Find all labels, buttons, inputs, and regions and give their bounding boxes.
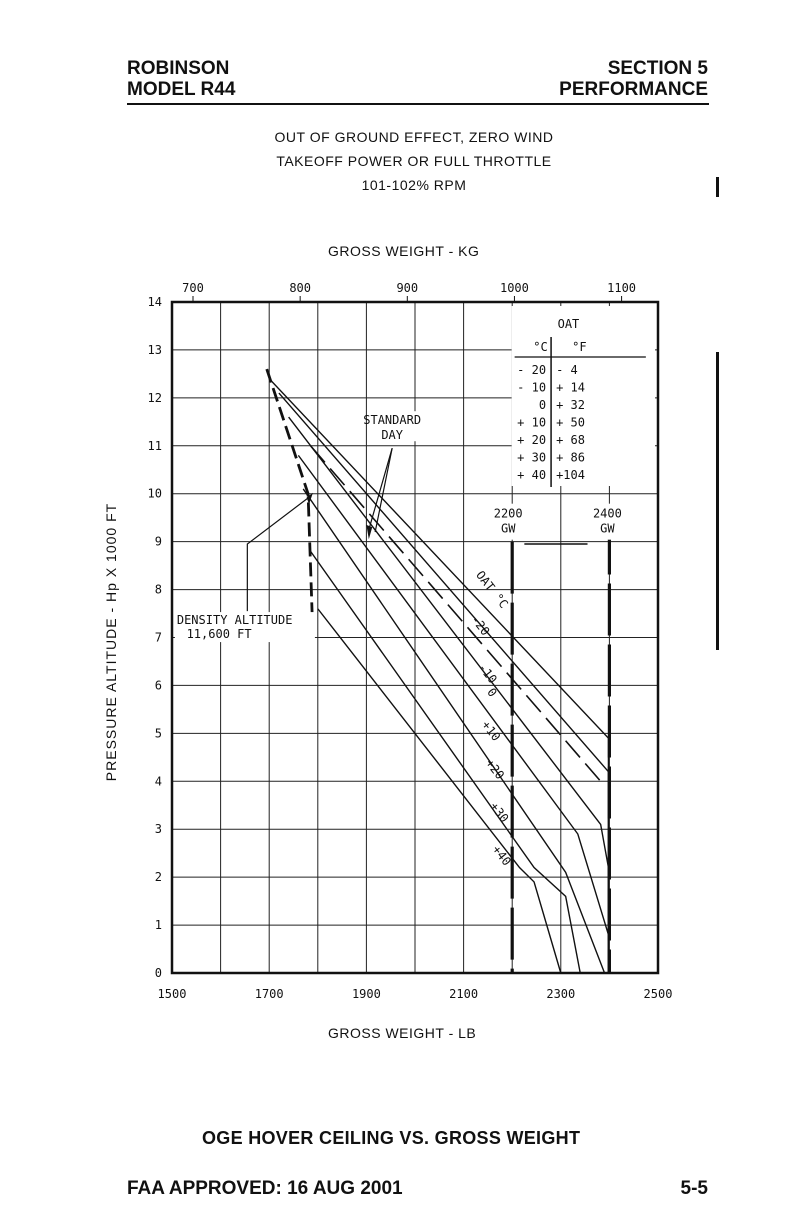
header-section: SECTION 5 — [607, 58, 708, 79]
oat-table-header-c: °C — [533, 340, 548, 354]
x2-tick-label: 900 — [396, 281, 419, 295]
oat-table-fahrenheit: + 68 — [556, 433, 585, 447]
y-tick-label: 7 — [154, 630, 162, 645]
oat-table-celsius: + 10 — [517, 415, 547, 430]
gw-label-unit: GW — [500, 521, 516, 536]
oat-table-celsius: + 20 — [517, 433, 547, 447]
y-tick-label: 1 — [154, 918, 162, 933]
page-number: 5-5 — [680, 1178, 708, 1199]
density-altitude-leader — [247, 496, 310, 611]
oat-curve-label: -10 — [475, 660, 500, 687]
x2-tick-label: 700 — [182, 281, 204, 295]
oat-curve — [311, 551, 581, 973]
x-tick-label: 2300 — [546, 987, 576, 1001]
gw-label-value: 2400 — [592, 506, 622, 521]
x2-tick-label: 1100 — [607, 281, 637, 295]
density-altitude-label-2: 11,600 FT — [186, 627, 252, 642]
gw-label-value: 2200 — [493, 506, 523, 521]
oat-table-fahrenheit: + 86 — [556, 450, 585, 465]
oat-table-fahrenheit: + 32 — [556, 398, 585, 412]
oat-table-celsius: + 40 — [517, 468, 547, 482]
oat-table-fahrenheit: +104 — [556, 468, 585, 482]
oat-curve-label: +30 — [487, 799, 512, 826]
y-tick-label: 8 — [154, 582, 162, 597]
x-tick-label: 1500 — [157, 987, 187, 1001]
oat-curve-label: 0 — [484, 685, 500, 700]
y-tick-label: 4 — [154, 774, 162, 789]
oat-curve — [298, 455, 608, 934]
oat-table-fahrenheit: - 4 — [556, 363, 578, 377]
conditions-line2: TAKEOFF POWER OR FULL THROTTLE — [276, 153, 552, 169]
standard-day-label-2: DAY — [381, 428, 404, 443]
y-tick-label: 9 — [154, 534, 162, 549]
density-altitude-label-1: DENSITY ALTITUDE — [176, 613, 293, 628]
oat-axis-label: OAT °C — [473, 568, 511, 611]
oat-table-title: OAT — [557, 317, 580, 331]
y-tick-label: 13 — [147, 342, 162, 357]
x-tick-label: 1700 — [254, 987, 284, 1001]
x2-axis-title: GROSS WEIGHT - KG — [328, 243, 480, 259]
y-tick-label: 10 — [147, 486, 162, 501]
chart-title: OGE HOVER CEILING VS. GROSS WEIGHT — [202, 1128, 581, 1148]
faa-approval: FAA APPROVED: 16 AUG 2001 — [127, 1178, 403, 1199]
y-axis-title: PRESSURE ALTITUDE - Hp X 1000 FT — [103, 502, 119, 782]
header-manufacturer: ROBINSON — [127, 58, 230, 79]
oat-table-celsius: + 30 — [517, 450, 547, 465]
y-tick-label: 6 — [154, 678, 162, 693]
y-tick-label: 2 — [154, 870, 162, 885]
oat-table-celsius: - 10 — [517, 380, 547, 395]
y-tick-label: 0 — [154, 966, 162, 980]
y-tick-label: 11 — [147, 438, 162, 453]
header-model: MODEL R44 — [127, 79, 236, 100]
x-tick-label: 2500 — [643, 987, 673, 1001]
x2-tick-label: 800 — [289, 281, 311, 295]
y-tick-label: 12 — [147, 390, 162, 405]
oat-curve-label: -20 — [468, 612, 493, 639]
oat-curve-label: +40 — [489, 842, 514, 869]
oat-table-fahrenheit: + 50 — [556, 415, 585, 430]
standard-day-label-1: STANDARD — [363, 413, 422, 428]
conditions-line1: OUT OF GROUND EFFECT, ZERO WIND — [274, 129, 554, 145]
oat-curve — [318, 609, 561, 973]
density-altitude-line — [267, 369, 313, 637]
conditions-line3: 101-102% RPM — [361, 177, 467, 193]
y-tick-label: 5 — [154, 726, 162, 741]
oat-table-header-f: °F — [572, 340, 587, 354]
y-tick-label: 14 — [147, 295, 162, 309]
y-tick-label: 3 — [154, 822, 162, 837]
oat-curve — [303, 489, 604, 973]
header-section-name: PERFORMANCE — [559, 79, 708, 100]
oat-curve-label: +10 — [478, 718, 504, 744]
gw-label-unit: GW — [600, 521, 615, 536]
oat-table-celsius: 0 — [538, 398, 547, 412]
x2-tick-label: 1000 — [499, 281, 529, 295]
x-tick-label: 1900 — [351, 987, 381, 1001]
oat-table-fahrenheit: + 14 — [556, 380, 585, 395]
standard-day-arrowhead — [366, 525, 372, 539]
oat-table-celsius: - 20 — [517, 363, 547, 377]
x-tick-label: 2100 — [449, 987, 479, 1001]
oat-curve-label: +20 — [482, 756, 508, 783]
x-axis-title: GROSS WEIGHT - LB — [328, 1025, 477, 1041]
